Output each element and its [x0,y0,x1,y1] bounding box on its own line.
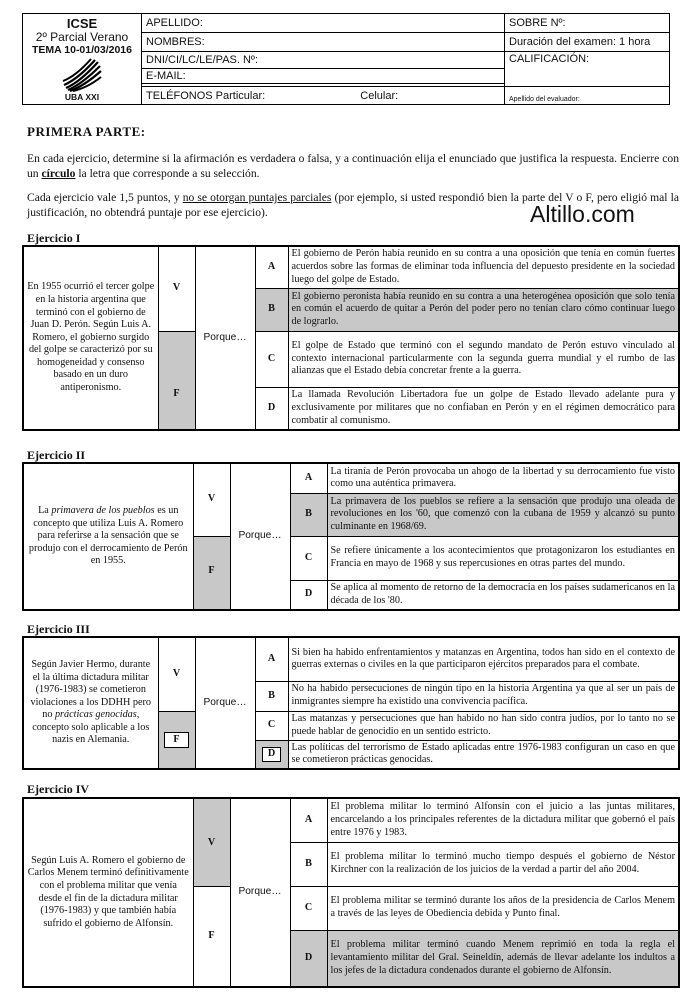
exam-tema: TEMA 10-01/03/2016 [31,43,132,56]
exercise-2-false-option[interactable]: F [193,536,230,610]
exercise-4-letter-a[interactable]: A [290,798,327,842]
exercise-4-title: Ejercicio IV [27,782,90,796]
exercise-3-letter-d[interactable] [255,740,288,769]
statement-text: La [38,505,52,517]
exercise-1-letter-a[interactable]: A [255,246,288,288]
exercise-4-letter-c[interactable]: C [290,886,327,930]
logo-text: UBA XXI [64,91,100,102]
exercise-4-option-c: El problema militar se terminó durante los años de la presidencia de Carlos Menem a través de las leyes de Obediencia debida y Punto final. [327,886,679,930]
exercise-4-table [22,797,680,988]
exercise-3-letter-a[interactable]: A [255,637,288,681]
nombres-field[interactable]: NOMBRES: [142,33,505,52]
course-name: ICSE [66,15,98,31]
exercise-2-statement [23,463,193,610]
statement-text: , concepto solo aplicable a los nazis en Alemania. [32,709,150,746]
exercise-3-statement [23,637,158,769]
exercise-3-false-option[interactable] [158,711,195,769]
exercise-4-false-option[interactable]: F [193,886,230,987]
exercise-3-false-label: F [164,732,188,749]
exercise-1-true-option[interactable]: V [158,246,195,331]
exercise-4-letter-d[interactable]: D [290,930,327,987]
instructions-text: (por ejemplo, si usted respondió bien la parte del V o F, pero eligió mal la justificación, no obtendrá puntaje por ese ejercicio). [27,191,679,219]
exercise-2-option-c: Se refiere únicamente a los acontecimientos que protagonizaron los estudiantes en Francia en mayo de 1968 y sus repercusiones en otras partes del mundo. [327,536,679,580]
statement-text: Según Javier Hermo, durante el la última dictadura militar (1976-1983) se cometieron violaciones a los DDHH pero no [30,658,152,721]
exercise-3-letter-b[interactable]: B [255,681,288,711]
exercise-1-porque: Porque… [195,246,255,430]
exercise-2-option-d: Se aplica al momento de retorno de la democracia en los países sudamericanos en la década de los '80. [327,580,679,610]
calificacion-label: CALIFICACIÓN: [509,53,590,65]
instructions-underlined: no se otorgan puntajes parciales [182,191,332,204]
section-title: PRIMERA PARTE: [27,124,146,139]
instructions-text: Cada ejercicio vale 1,5 puntos, y [27,191,183,204]
exercise-4-statement: Según Luis A. Romero el gobierno de Carlos Menem terminó definitivamente con el problema militar que venía desde el fin de la dictadura militar (1976-1983) y que también había sufrido el gobierno de Alfonsín. [23,798,193,987]
exercise-2-option-b: La primavera de los pueblos se refiere a la sensación que produjo una oleada de revoluciones en los '60, que comenzó con la cubana de 1959 y alcanzó su punto culminante en 1968/69. [327,493,679,536]
exercise-3-letter-c[interactable]: C [255,711,288,740]
exercise-2-true-option[interactable]: V [193,463,230,536]
exam-header [22,13,670,105]
exercise-3-title: Ejercicio III [27,622,90,636]
instructions-text: la letra que corresponde a su selección. [75,167,260,180]
exam-name: 2º Parcial Verano [35,29,129,44]
exercise-3-true-option[interactable]: V [158,637,195,711]
exercise-4-letter-b[interactable]: B [290,842,327,886]
exercise-2-option-a: La tiranía de Perón provocaba un ahogo de la libertad y su derrocamiento fue visto como una auténtica primavera. [327,463,679,493]
exercise-1-table [22,245,680,431]
instructions-text: En cada ejercicio, determine si la afirmación es verdadera o falsa, y a continuación elija el enunciado que justifica la respuesta. Encierre con un [27,152,679,180]
exercise-1-letter-b[interactable]: B [255,288,288,331]
exercise-2-letter-d[interactable]: D [290,580,327,610]
sobre-field[interactable]: SOBRE Nº: [505,14,670,33]
exercise-3-option-c: Las matanzas y persecuciones que han habido no han sido contra judíos, por lo tanto no se puede hablar de genocidio en un sentido estricto. [288,711,679,740]
exercise-2-letter-b[interactable]: B [290,493,327,536]
dni-field[interactable]: DNI/CI/LC/LE/PAS. Nº: [142,52,505,69]
exercise-1-letter-d[interactable]: D [255,387,288,430]
exercise-1-option-a: El gobierno de Perón había reunido en su contra a una oposición que tenía en común fuertes acuerdos sobre las formas de eliminar toda influencia del depuesto presidente en la sociedad luego del golpe de Estado. [288,246,679,288]
exercise-3-option-d: Las políticas del terrorismo de Estado aplicadas entre 1976-1983 configuran un caso en que se cometieron prácticas genocidas. [288,740,679,769]
exercise-1-option-b: El gobierno peronista había reunido en su contra a una heterogénea oposición que solo tenía en común el acuerdo de quitar a Perón del poder pero no tenían claro cómo continuar luego de lograrlo. [288,288,679,331]
exercise-3-table [22,636,680,770]
exercise-4-option-a: El problema militar lo terminó Alfonsín con el juicio a las juntas militares, encarcelando a los principales referentes de la dictadura militar que gobernó el país entre 1976 y 1983. [327,798,679,842]
evaluador-field[interactable]: Apellido del evaluador: [505,87,670,105]
exercise-4-true-option[interactable]: V [193,798,230,886]
telefonos-label: TELÉFONOS Particular: [146,89,266,102]
exercise-1-option-c: El golpe de Estado que terminó con el segundo mandato de Perón estuvo vinculado al contexto internacional particularmente con la segunda guerra mundial y el rumbo de las alianzas que el Estado debía concretar frente a la guerra. [288,331,679,387]
instructions-underlined: círculo [41,167,76,180]
exercise-3-option-a: Si bien ha habido enfrentamientos y matanzas en Argentina, todos han sido en el contexto de guerras externas o civiles en la que participaron ejércitos preparados para el combate. [288,637,679,681]
exercise-4-option-b: El problema militar lo terminó mucho tiempo después el gobierno de Néstor Kirchner con la realización de los juicios de la verdad a partir del año 2004. [327,842,679,886]
exercise-1-statement: En 1955 ocurrió el tercer golpe en la historia argentina que terminó con el gobierno de Juan D. Perón. Según Luis A. Romero, el gobierno surgido del golpe se caracterizó por su homogeneidad y consenso basado en un duro antiperonismo. [23,246,158,430]
duracion-label: Duración del examen: 1 hora [505,33,670,52]
email-field[interactable]: E-MAIL: [142,69,505,84]
exercise-4-porque: Porque… [230,798,290,987]
apellido-field[interactable]: APELLIDO: [142,14,505,33]
exercise-2-letter-c[interactable]: C [290,536,327,580]
exercise-1-letter-c[interactable]: C [255,331,288,387]
exercise-2-porque: Porque… [230,463,290,610]
celular-label: Celular: [360,89,399,102]
exercise-2-letter-a[interactable]: A [290,463,327,493]
exercise-1-title: Ejercicio I [27,231,81,245]
statement-italic: prácticas genocidas [54,709,137,721]
exercise-3-option-b: No ha habido persecuciones de ningún tipo en la historia Argentina ya que al ser un país de inmigrantes siempre ha existido una convivencia pacífica. [288,681,679,711]
exercise-4-option-d: El problema militar terminó cuando Menem reprimió en toda la regla el levantamiento militar del Gral. Seineldín, además de llevar adelante los indultos a los jefes de la dictadura condenados durante el gobierno de Alfonsín. [327,930,679,987]
instructions-paragraph-1 [27,151,679,181]
exercise-2-table [22,462,680,611]
exercise-1-false-option[interactable]: F [158,331,195,430]
telefonos-field[interactable] [142,87,505,105]
uba-logo-icon [62,58,102,92]
statement-text: es un concepto que utiliza Luis A. Romero para referirse a la sensación que se produjo con el derrocamiento de Perón en 1955. [28,505,188,567]
watermark: Altillo.com [530,201,635,227]
exercise-2-title: Ejercicio II [27,448,86,462]
exercise-3-porque: Porque… [195,637,255,769]
exam-logo-block [23,14,142,105]
exercise-3-letter-d-label: D [262,747,281,762]
exercise-1-option-d: La llamada Revolución Libertadora fue un golpe de Estado llevado adelante pura y exclusivamente por militares que no confiaban en Perón y en el régimen democrático para combatir al comunismo. [288,387,679,430]
statement-italic: primavera de los pueblos [51,505,155,517]
calificacion-field[interactable] [505,52,670,87]
